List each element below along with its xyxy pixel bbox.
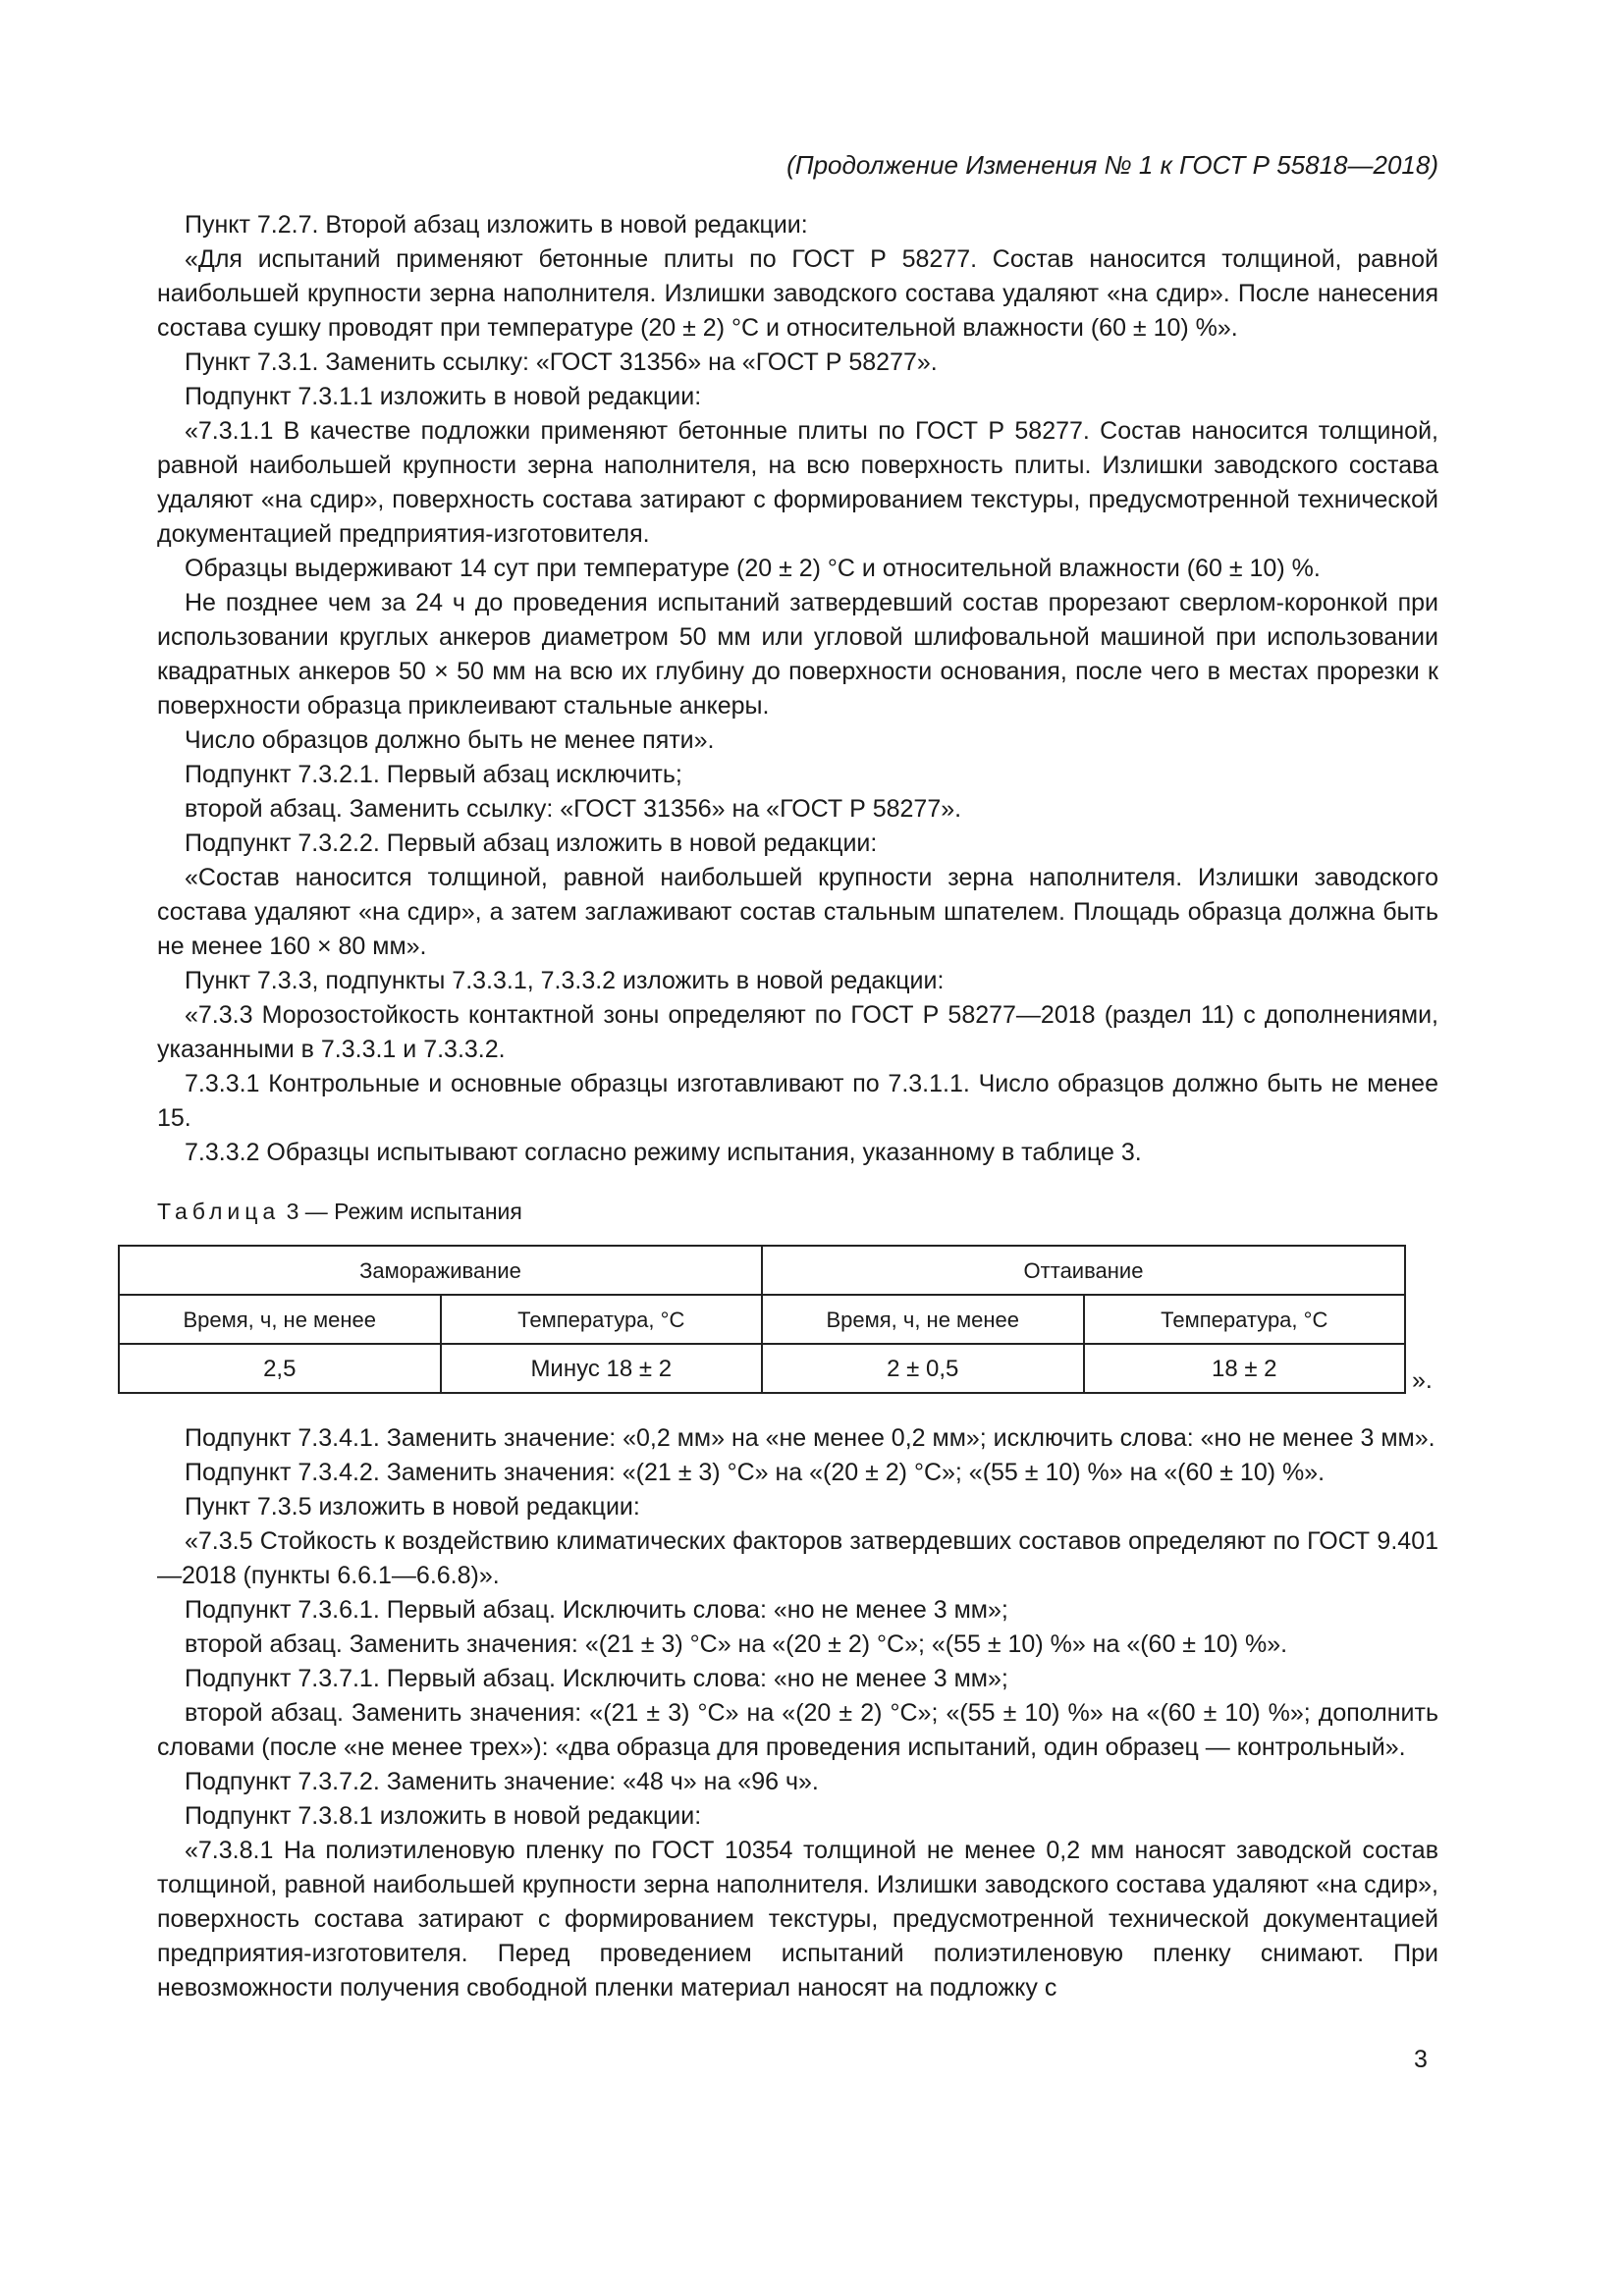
- paragraph: Подпункт 7.3.7.1. Первый абзац. Исключить слова: «но не менее 3 мм»;: [185, 1665, 1008, 1692]
- table-caption-block: [157, 1196, 1438, 1227]
- paragraph: второй абзац. Заменить ссылку: «ГОСТ 31356» на «ГОСТ Р 58277».: [185, 795, 962, 823]
- table-3-wrapper: [118, 1245, 1438, 1394]
- paragraph: «7.3.8.1 На полиэтиленовую пленку по ГОСТ 10354 толщиной не менее 0,2 мм наносят заводской состав толщиной, равной наибольшей крупности зерна наполнителя. Излишки заводского состава удаляют «на сдир», поверхность состава затирают с формированием текстуры, предусмотренной технической документацией предприятия-изготовителя. Перед проведением испытаний полиэтиленовую пленку снимают. При невозможности получения свободной пленки материал наносят на подложку с: [157, 1837, 1438, 2002]
- continuation-header: (Продолжение Изменения № 1 к ГОСТ Р 55818—2018): [786, 150, 1438, 180]
- paragraph: Пункт 7.3.3, подпункты 7.3.3.1, 7.3.3.2 изложить в новой редакции:: [185, 967, 945, 994]
- test-mode-table: [118, 1245, 1406, 1394]
- paragraph: Подпункт 7.3.2.2. Первый абзац изложить в новой редакции:: [185, 829, 878, 857]
- paragraph: второй абзац. Заменить значения: «(21 ± 3) °С» на «(20 ± 2) °С»; «(55 ± 10) %» на «(60 ± 10) %»; дополнить словами (после «не менее трех»): «два образца для проведения испытаний, один образец — контрольный».: [157, 1699, 1438, 1761]
- cell-thaw-temp: 18 ± 2: [1084, 1344, 1406, 1393]
- paragraph: второй абзац. Заменить значения: «(21 ± 3) °С» на «(20 ± 2) °С»; «(55 ± 10) %» на «(60 ± 10) %».: [185, 1630, 1288, 1658]
- paragraph: Число образцов должно быть не менее пяти».: [185, 726, 715, 754]
- col-header-freeze-temp: Температура, °С: [441, 1295, 763, 1344]
- col-header-freeze-time: Время, ч, не менее: [119, 1295, 441, 1344]
- section-amendments-part2: [157, 1421, 1438, 2005]
- paragraph: Подпункт 7.3.7.2. Заменить значение: «48 ч» на «96 ч».: [185, 1768, 819, 1795]
- group-header-thaw: Оттаивание: [762, 1246, 1405, 1295]
- paragraph: Подпункт 7.3.6.1. Первый абзац. Исключить слова: «но не менее 3 мм»;: [185, 1596, 1008, 1624]
- paragraph: Подпункт 7.3.2.1. Первый абзац исключить;: [185, 761, 682, 788]
- paragraph: «Состав наносится толщиной, равной наибольшей крупности зерна наполнителя. Излишки заводского состава удаляют «на сдир», а затем заглаживают состав стальным шпателем. Площадь образца должна быть не менее 160 × 80 мм».: [157, 864, 1438, 960]
- paragraph: Пункт 7.3.1. Заменить ссылку: «ГОСТ 31356» на «ГОСТ Р 58277».: [185, 348, 938, 376]
- cell-freeze-temp: Минус 18 ± 2: [441, 1344, 763, 1393]
- table-closing-quote: ».: [1412, 1366, 1433, 1394]
- paragraph: 7.3.3.2 Образцы испытывают согласно режиму испытания, указанному в таблице 3.: [185, 1139, 1142, 1166]
- paragraph: «7.3.3 Морозостойкость контактной зоны определяют по ГОСТ Р 58277—2018 (раздел 11) с дополнениями, указанными в 7.3.3.1 и 7.3.3.2.: [157, 1001, 1438, 1063]
- col-header-thaw-temp: Температура, °С: [1084, 1295, 1406, 1344]
- table-caption-label: Таблица: [157, 1199, 281, 1224]
- table-row: [119, 1344, 1405, 1393]
- paragraph: Подпункт 7.3.1.1 изложить в новой редакции:: [185, 383, 702, 410]
- paragraph: Подпункт 7.3.4.2. Заменить значения: «(21 ± 3) °С» на «(20 ± 2) °С»; «(55 ± 10) %» на «(60 ± 10) %».: [185, 1459, 1326, 1486]
- table-caption-title: 3 — Режим испытания: [286, 1199, 522, 1224]
- table-column-header-row: [119, 1295, 1405, 1344]
- group-header-freeze: Замораживание: [119, 1246, 762, 1295]
- cell-freeze-time: 2,5: [119, 1344, 441, 1393]
- paragraph: 7.3.3.1 Контрольные и основные образцы изготавливают по 7.3.1.1. Число образцов должно быть не менее 15.: [157, 1070, 1438, 1132]
- paragraph: Образцы выдерживают 14 сут при температуре (20 ± 2) °С и относительной влажности (60 ± 10) %.: [185, 555, 1321, 582]
- page-number: 3: [1414, 2046, 1428, 2073]
- table-caption: [157, 1196, 1438, 1227]
- paragraph: Не позднее чем за 24 ч до проведения испытаний затвердевший состав прорезают сверлом-коронкой при использовании круглых анкеров диаметром 50 мм или угловой шлифовальной машиной при использовании квадратных анкеров 50 × 50 мм на всю их глубину до поверхности основания, после чего в местах прорезки к поверхности образца приклеивают стальные анкеры.: [157, 589, 1438, 720]
- section-amendments-part1: [157, 208, 1438, 1170]
- col-header-thaw-time: Время, ч, не менее: [762, 1295, 1084, 1344]
- paragraph: Подпункт 7.3.8.1 изложить в новой редакции:: [185, 1802, 702, 1830]
- paragraph: Подпункт 7.3.4.1. Заменить значение: «0,2 мм» на «не менее 0,2 мм»; исключить слова: «но не менее 3 мм».: [185, 1424, 1435, 1452]
- paragraph: «Для испытаний применяют бетонные плиты по ГОСТ Р 58277. Состав наносится толщиной, равной наибольшей крупности зерна наполнителя. Излишки заводского состава удаляют «на сдир». После нанесения состава сушку проводят при температуре (20 ± 2) °С и относительной влажности (60 ± 10) %».: [157, 245, 1438, 342]
- paragraph: «7.3.5 Стойкость к воздействию климатических факторов затвердевших составов определяют по ГОСТ 9.401—2018 (пункты 6.6.1—6.6.8)».: [157, 1527, 1438, 1589]
- table-group-header-row: [119, 1246, 1405, 1295]
- cell-thaw-time: 2 ± 0,5: [762, 1344, 1084, 1393]
- paragraph: Пункт 7.2.7. Второй абзац изложить в новой редакции:: [185, 211, 808, 239]
- paragraph: «7.3.1.1 В качестве подложки применяют бетонные плиты по ГОСТ Р 58277. Состав наносится толщиной, равной наибольшей крупности зерна наполнителя, на всю поверхность плиты. Излишки заводского состава удаляют «на сдир», поверхность состава затирают с формированием текстуры, предусмотренной технической документацией предприятия-изготовителя.: [157, 417, 1438, 548]
- paragraph: Пункт 7.3.5 изложить в новой редакции:: [185, 1493, 640, 1521]
